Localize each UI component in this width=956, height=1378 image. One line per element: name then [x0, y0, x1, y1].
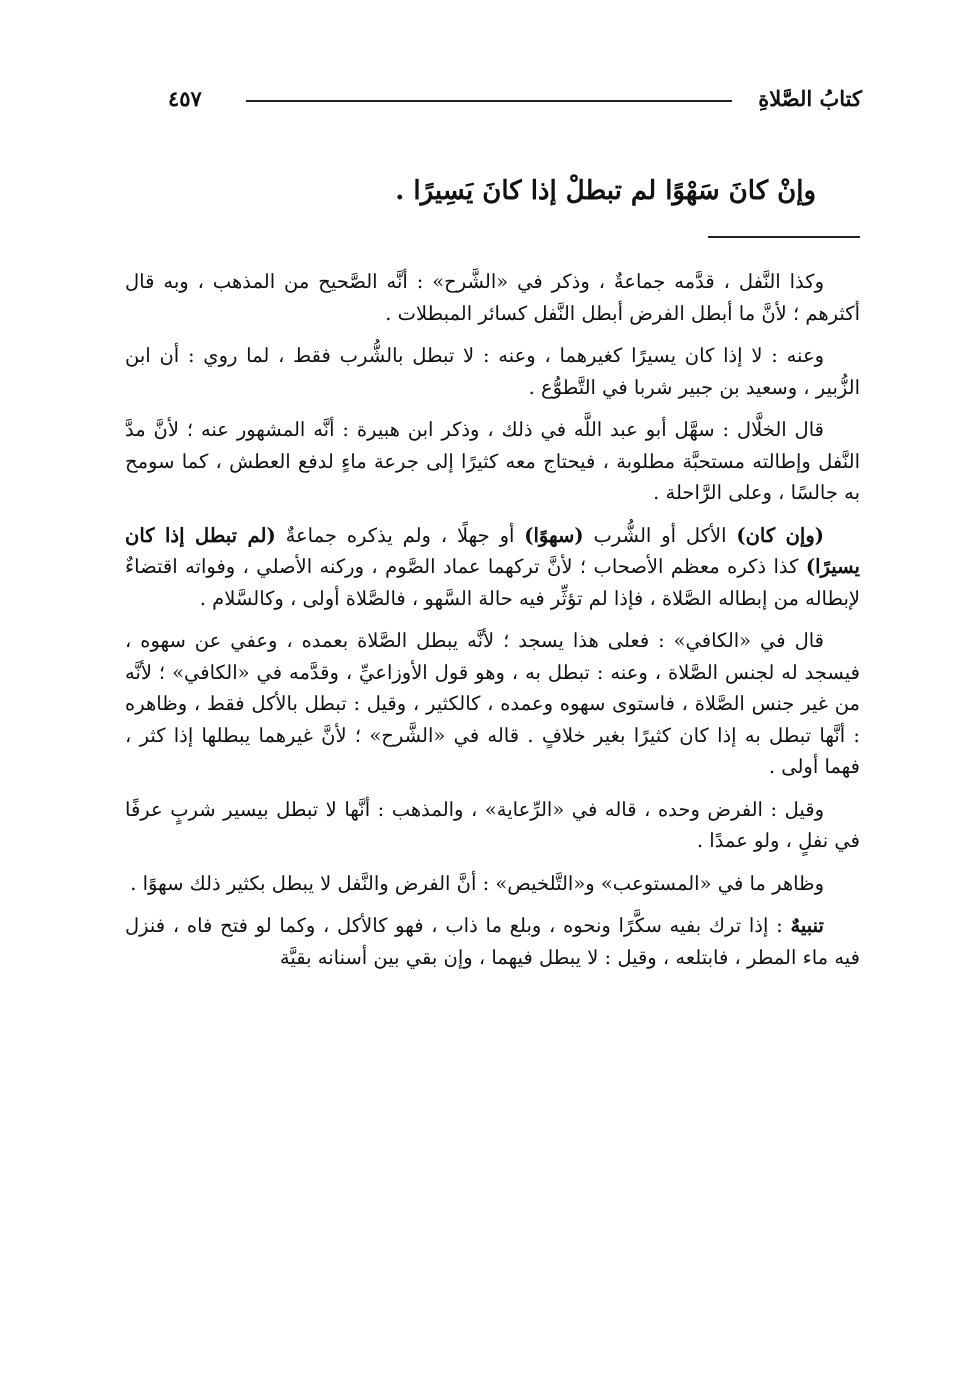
matn-text: وإنْ كانَ سَهْوًا لم تبطلْ إذا كانَ يَسِيرًا .: [395, 176, 816, 206]
commentary-text: كذا ذكره معظم الأصحاب ؛ لأنَّ تركهما عماد الصَّوم ، وركنه الأصلي ، وفواته اقتضاءٌ لإبطاله من إبطاله الصَّلاة ، فإذا لم تؤثِّر فيه حالة السَّهو ، فالصَّلاة أولى ، وكالسَّلام .: [125, 555, 860, 610]
commentary-body: [125, 266, 860, 984]
running-title: كتابُ الصَّلاةِ: [758, 86, 862, 111]
commentary-text: الأكل أو الشُّرب: [583, 523, 737, 547]
quoted-matn: (سهوًا): [524, 523, 584, 547]
paragraph-8: [125, 910, 860, 973]
paragraph-3: قال الخلَّال : سهَّل أبو عبد اللَّه في ذلك ، وذكر ابن هبيرة : أنَّه المشهور عنه ؛ لأنَّ مدَّ النَّفل وإطالته مستحبَّة مطلوبة ، فيحتاج معه كثيرًا إلى جرعة ماءٍ لدفع العطش ، كما سومح به جالسًا ، وعلى الرَّاحلة .: [125, 418, 860, 504]
note-text: : إذا ترك بفيه سكَّرًا ونحوه ، وبلع ما ذاب ، فهو كالأكل ، وكما لو فتح فاه ، فنزل فيه ماء المطر ، فابتلعه ، وقيل : لا يبطل فيهما ، وإن بقي بين أسنانه بقيَّة: [125, 914, 860, 969]
paragraph-2: وعنه : لا إذا كان يسيرًا كغيرهما ، وعنه : لا تبطل بالشُّرب فقط ، لما روي : أن ابن الزُّبير ، وسعيد بن جبير شربا في التَّطوُّع .: [125, 344, 860, 399]
note-label: تنبيهٌ: [790, 914, 824, 937]
page-number: ٤٥٧: [168, 86, 202, 111]
page-header: [168, 86, 862, 120]
paragraph-4: [125, 520, 860, 615]
paragraph-1: وكذا النَّفل ، قدَّمه جماعةٌ ، وذكر في «الشَّرح» : أنَّه الصَّحيح من المذهب ، وبه قال أكثرهم ؛ لأنَّ ما أبطل الفرض أبطل النَّفل كسائر المبطلات .: [125, 270, 860, 325]
quoted-matn: (وإن كان): [736, 523, 824, 547]
header-rule: [246, 100, 732, 102]
quoted-matn: (لم تبطل إذا كان يسيرًا): [125, 523, 860, 578]
matn-separator-rule: [708, 236, 860, 238]
paragraph-6: وقيل : الفرض وحده ، قاله في «الرِّعاية» ، والمذهب : أنَّها لا تبطل بيسير شربٍ عرفًا في نفلٍ ، ولو عمدًا .: [125, 797, 860, 852]
paragraph-7: وظاهر ما في «المستوعب» و«التَّلخيص» : أنَّ الفرض والنَّفل لا يبطل بكثير ذلك سهوًا .: [130, 871, 824, 895]
commentary-text: أو جهلًا ، ولم يذكره جماعةٌ: [275, 523, 525, 547]
paragraph-5: قال في «الكافي» : فعلى هذا يسجد ؛ لأنَّه يبطل الصَّلاة بعمده ، وعفي عن سهوه ، فيسجد له لجنس الصَّلاة ، وعنه : تبطل به ، وهو قول الأوزاعيِّ ، وقدَّمه في «الكافي» ؛ لأنَّه من غير جنس الصَّلاة ، فاستوى سهوه وعمده ، كالكثير ، وقيل : تبطل بالأكل فقط ، وظاهره : أنَّها تبطل به إذا كان كثيرًا بغير خلافٍ . قاله في «الشَّرح» ؛ لأنَّ غيرهما يبطلها إذا كثر ، فهما أولى .: [125, 629, 860, 778]
